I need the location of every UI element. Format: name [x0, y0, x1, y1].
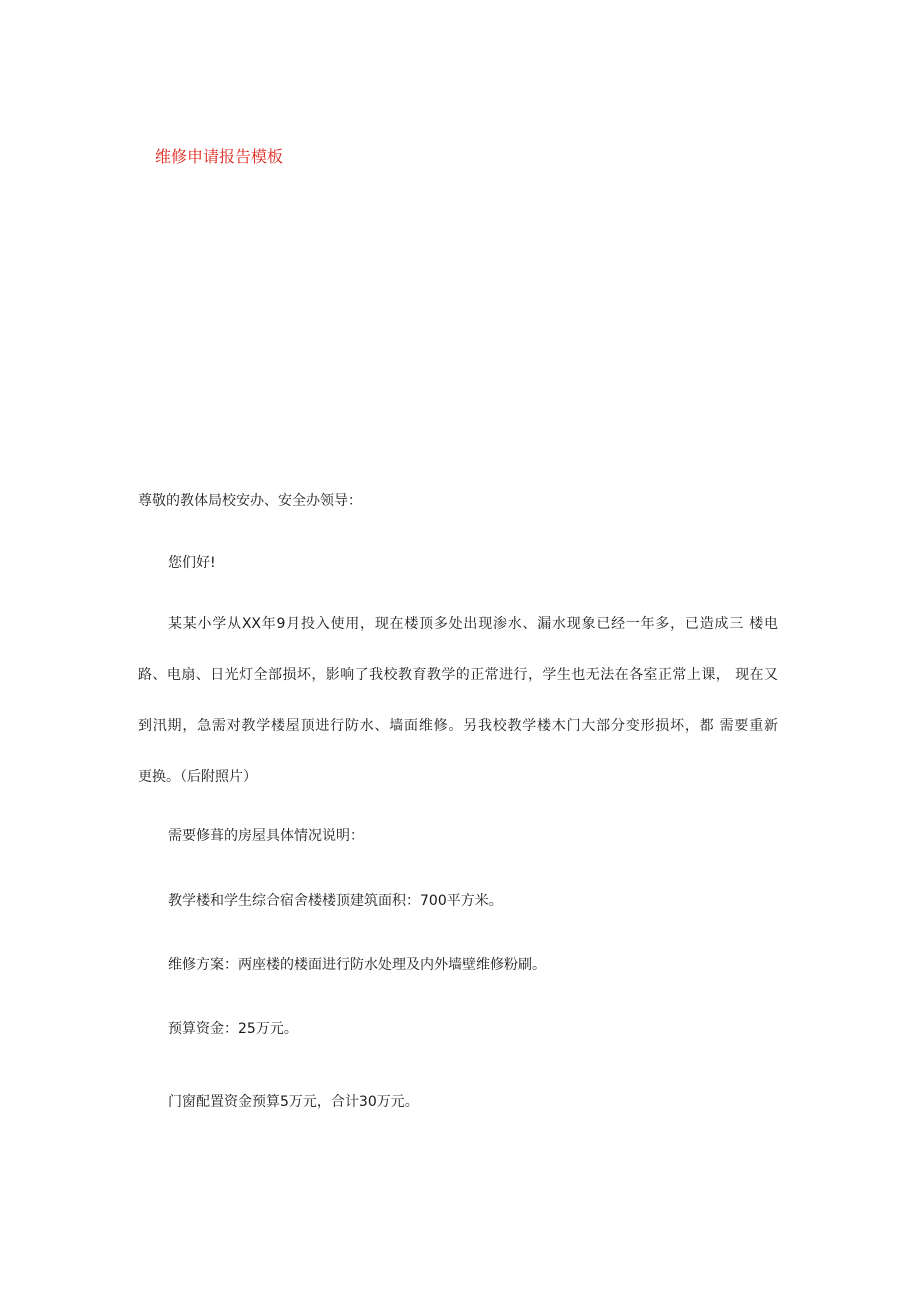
salutation: 尊敬的教体局校安办、安全办领导： [138, 493, 362, 509]
plan-line: 维修方案：两座楼的楼面进行防水处理及内外墙壁维修粉刷。 [168, 957, 546, 973]
main-paragraph [138, 614, 778, 818]
paragraph-line-4: 更换。（后附照片） [138, 769, 257, 785]
paragraph-line-2: 路、电扇、日光灯全部损坏，影响了我校教育教学的正常进行，学生也无法在各室正常上课， 现在又 [138, 667, 778, 683]
area-line: 教学楼和学生综合宿舍楼楼顶建筑面积：700平方米。 [168, 893, 503, 909]
paragraph-line-3: 到汛期，急需对教学楼屋顶进行防水、墙面维修。另我校教学楼木门大部分变形损坏，都 需要重新 [138, 718, 778, 734]
door-window-budget-line: 门窗配置资金预算5万元，合计30万元。 [168, 1094, 419, 1110]
budget-line: 预算资金：25万元。 [168, 1021, 298, 1037]
section-heading: 需要修葺的房屋具体情况说明： [168, 828, 364, 844]
document-title: 维修申请报告模板 [155, 147, 284, 166]
paragraph-line-1: 某某小学从XX年9月投入使用，现在楼顶多处出现渗水、漏水现象已经一年多，已造成三 楼电 [168, 616, 778, 632]
greeting: 您们好! [168, 555, 216, 571]
